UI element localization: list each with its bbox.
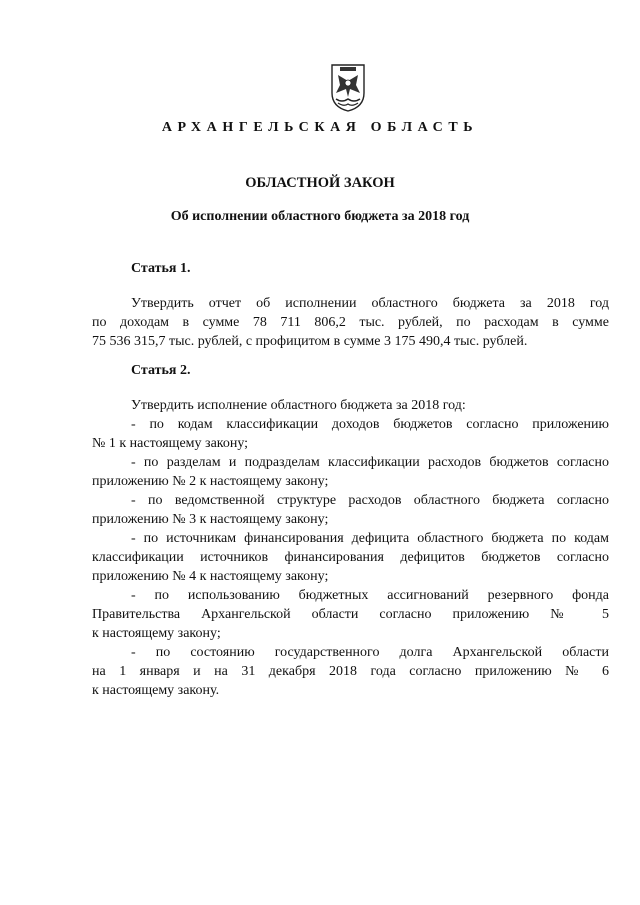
article-1-line: Утвердить отчет об исполнении областного бюджета за 2018 год [131,296,609,311]
list-item-line: - по кодам классификации доходов бюджетов согласно приложению [131,417,609,432]
list-item-line: классификации источников финансирования дефицитов бюджетов согласно [92,550,609,565]
article-2-intro: Утвердить исполнение областного бюджета за 2018 год: [131,398,466,413]
article-1-text [92,294,609,351]
list-item-line: - по ведомственной структуре расходов областного бюджета согласно [131,493,609,508]
article-2-text [92,396,609,700]
coat-of-arms-emblem [330,63,366,113]
list-item-line: - по разделам и подразделам классификации расходов бюджетов согласно [131,455,609,470]
list-item-line: приложению № 3 к настоящему закону; [92,512,329,527]
article-1-heading: Статья 1. [131,261,191,276]
list-item-line: к настоящему закону; [92,626,221,641]
list-item-line: - по использованию бюджетных ассигнований резервного фонда [131,588,609,603]
list-item-line: - по состоянию государственного долга Архангельской области [131,645,609,660]
list-item-line: на 1 января и на 31 декабря 2018 года согласно приложению № 6 [92,664,609,679]
law-type-heading: ОБЛАСТНОЙ ЗАКОН [245,175,395,191]
article-1-line: по доходам в сумме 78 711 806,2 тыс. рублей, по расходам в сумме [92,315,609,330]
law-title: Об исполнении областного бюджета за 2018 год [170,209,470,224]
article-2-heading: Статья 2. [131,363,191,378]
article-1-line: 75 536 315,7 тыс. рублей, с профицитом в сумме 3 175 490,4 тыс. рублей. [92,334,528,349]
list-item-line: Правительства Архангельской области согласно приложению № 5 [92,607,609,622]
list-item-line: - по источникам финансирования дефицита областного бюджета по кодам [131,531,609,546]
list-item-line: № 1 к настоящему закону; [92,436,249,451]
list-item-line: приложению № 2 к настоящему закону; [92,474,329,489]
region-title: АРХАНГЕЛЬСКАЯ ОБЛАСТЬ [161,120,479,135]
list-item-line: к настоящему закону. [92,683,220,698]
list-item-line: приложению № 4 к настоящему закону; [92,569,329,584]
